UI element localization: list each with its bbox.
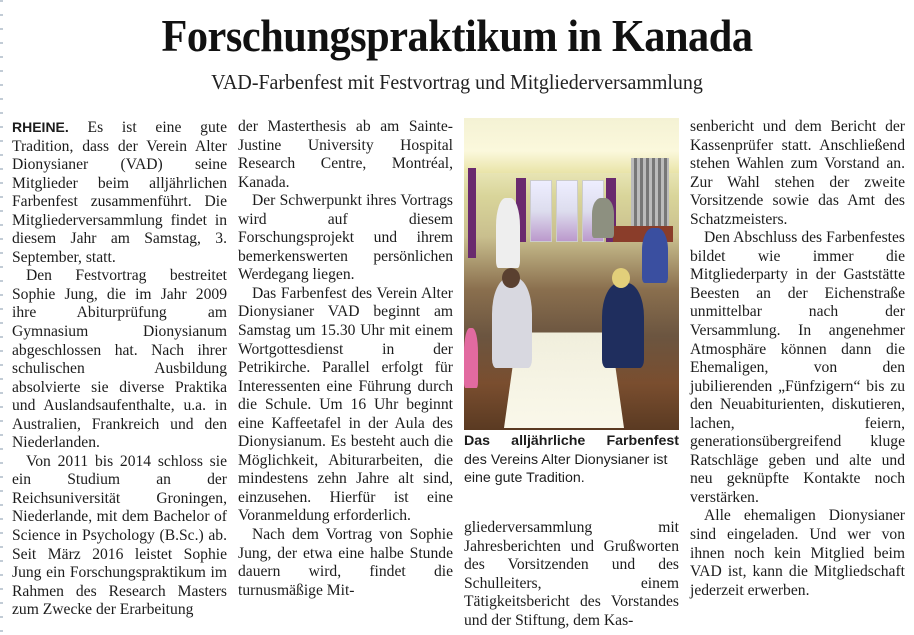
photo-guest: [496, 198, 520, 268]
photo-guest: [592, 198, 614, 238]
photo-window: [530, 180, 552, 242]
photo-guest: [602, 283, 644, 368]
caption-text: des Vereins Alter Dionysianer ist eine gute Tradition.: [464, 451, 668, 486]
paragraph: [12, 118, 227, 267]
article-column-3: [464, 519, 679, 630]
photo-guest-head: [502, 268, 520, 288]
article-column-2: [238, 118, 453, 600]
photo-guest: [642, 228, 668, 283]
paragraph: der Masterthesis ab am Sainte-Justine University Hospital Research Centre, Montréal, Kanada.: [238, 118, 453, 191]
photo-curtain: [468, 168, 476, 258]
photo-guest-head: [612, 268, 630, 288]
paragraph: Der Schwerpunkt ihres Vortrags wird auf diesem Forschungsprojekt und ihrem bemerkenswerten persönlichen Werdegang liegen.: [238, 192, 453, 284]
subheadline: VAD-Farbenfest mit Festvortrag und Mitgliederversammlung: [211, 70, 703, 94]
article-column-1: [12, 118, 227, 620]
paragraph: Alle ehemaligen Dionysianer sind eingeladen. Und wer von ihnen noch kein Mitglied beim VAD ist, kann die Mitgliedschaft jederzeit erwerben.: [690, 507, 905, 599]
paragraph: Nach dem Vortrag von Sophie Jung, der etwa eine halbe Stunde dauern wird, findet die turnusmäßige Mit-: [238, 526, 453, 599]
dateline: RHEINE.: [12, 119, 69, 135]
caption-title: Das alljährliche Farbenfest: [464, 433, 679, 449]
paragraph: Von 2011 bis 2014 schloss sie ein Studium an der Reichsuniversität Groningen, Niederlande, mit dem Bachelor of Science in Psychology (B.Sc.) ab. Seit März 2016 leistet Sophie Jung ein Forschungspraktikum im Rahmen des Research Masters zum Zwecke der Erarbeitung: [12, 452, 227, 619]
paragraph: gliederversammlung mit Jahresberichten und Grußworten des Vorsitzenden und des Schulleiters, einem Tätigkeitsbericht des Vorstandes und der Stiftung, dem Kas-: [464, 519, 679, 629]
event-photo: [464, 118, 679, 430]
paragraph: senbericht und dem Bericht der Kassenprüfer statt. Anschließend stehen Wahlen zum Vorstand an. Zur Wahl stehen der zweite Vorsitzende sowie das Amt des Schatzmeisters.: [690, 118, 905, 228]
photo-guest: [464, 328, 478, 388]
article-column-4: [690, 118, 905, 600]
photo-window: [556, 180, 578, 242]
photo-caption: [464, 432, 679, 488]
paragraph-text: Es ist eine gute Tradition, dass der Verein Alter Dionysianer (VAD) seine Mitglieder beim alljährlichen Farbenfest zusammenführt. Die Mitgliederversammlung findet in diesem Jahr am Samstag, 3. September, statt.: [12, 119, 227, 266]
photo-guest: [492, 278, 532, 368]
headline: Forschungspraktikum in Kanada: [161, 10, 753, 61]
page-edge-decoration: [0, 0, 3, 635]
paragraph: Den Abschluss des Farbenfestes bildet wie immer die Mitgliederparty in der Gaststätte Beesten an der Eichenstraße unmittelbar nach der Versammlung. In angenehmer Atmosphäre können dann die Ehemaligen, von den jubilierenden „Fünfzigern“ bis zu den Neuabiturienten, diskutieren, lachen, feiern, generationsübergreifend kluge Ratschläge geben und alte und neu geknüpfte Kontakte noch verstärken.: [690, 229, 905, 506]
paragraph: Das Farbenfest des Verein Alter Dionysianer VAD beginnt am Samstag um 15.30 Uhr mit einem Wortgottesdienst in der Petrikirche. Parallel erfolgt für Interessenten eine Führung durch die Schule. Um 16 Uhr beginnt eine Kaffeetafel in der Aula des Dionysianum. Es besteht auch die Möglichkeit, Abiturarbeiten, die mindestens zehn Jahre alt sind, einzusehen. Hierfür ist eine Voranmeldung erforderlich.: [238, 284, 453, 525]
photo-organ: [631, 158, 669, 228]
paragraph: Den Festvortrag bestreitet Sophie Jung, die im Jahr 2009 ihre Abiturprüfung am Gymnasium Dionysianum abgeschlossen hat. Nach ihrer schulischen Ausbildung absolvierte sie diverse Praktika und Auslandsaufenthalte, u.a. in Australien, Frankreich und den Niederlanden.: [12, 267, 227, 452]
